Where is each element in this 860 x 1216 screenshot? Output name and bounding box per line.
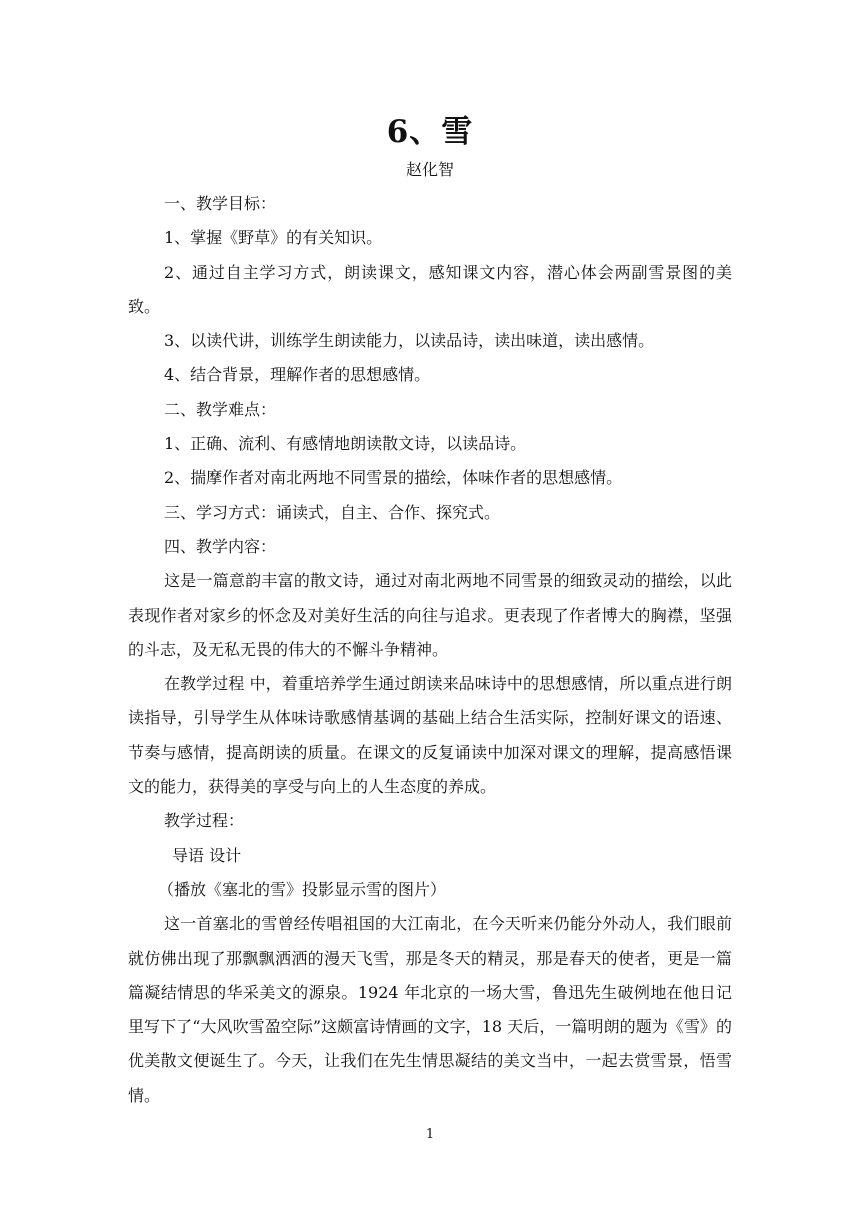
objective-2: 2、通过自主学习方式，朗读课文，感知课文内容，潜心体会两副雪景图的美致。 <box>128 262 732 316</box>
introduction-paragraph: 这一首塞北的雪曾经传唱祖国的大江南北，在今天听来仍能分外动人，我们眼前就仿佛出现了那飘飘洒洒的漫天飞雪，那是冬天的精灵，那是春天的使者，更是一篇篇凝结情思的华采美文的源泉。1924 年北京的一场大雪，鲁迅先生破例地在他日记里写下了“大风吹雪盈空际”这颇富诗情画的文字，18 天后，一篇明朗的题为《雪》的优美散文便诞生了。今天，让我们在先生情思凝结的美文当中，一起去赏雪景，悟雪情。 <box>128 914 732 1105</box>
section-heading-content: 四、教学内容： <box>164 536 277 556</box>
stage-note: （播放《塞北的雪》投影显示雪的图片） <box>158 879 447 899</box>
objective-3: 3、以读代讲，训练学生朗读能力，以读品诗，读出味道，读出感情。 <box>164 331 655 351</box>
subheading-introduction-design: 导语 设计 <box>172 845 242 865</box>
objective-1: 1、掌握《野草》的有关知识。 <box>164 228 383 248</box>
page-number: 1 <box>425 1127 435 1142</box>
difficulty-1: 1、正确、流利、有感情地朗读散文诗，以读品诗。 <box>164 434 527 454</box>
content-paragraph-2: 在教学过程 中，着重培养学生通过朗读来品味诗中的思想感情，所以重点进行朗读指导，引导学生从体味诗歌感情基调的基础上结合生活实际，控制好课文的语速、节奏与感情，提高朗读的质量。在课文的反复诵读中加深对课文的理解，提高感悟课文的能力，获得美的享受与向上的人生态度的养成。 <box>128 674 732 797</box>
document-body <box>128 187 732 1113</box>
section-heading-teaching-process: 教学过程： <box>164 811 245 831</box>
section-heading-learning-method: 三、学习方式：诵读式，自主、合作、探究式。 <box>164 502 501 522</box>
section-heading-difficulties: 二、教学难点： <box>164 399 277 419</box>
objective-4: 4、结合背景，理解作者的思想感情。 <box>164 365 431 385</box>
content-paragraph-1: 这是一篇意韵丰富的散文诗，通过对南北两地不同雪景的细致灵动的描绘，以此表现作者对家乡的怀念及对美好生活的向往与追求。更表现了作者博大的胸襟，坚强的斗志，及无私无畏的伟大的不懈斗争精神。 <box>128 571 732 659</box>
document-title: 6、雪 <box>386 114 474 150</box>
difficulty-2: 2、揣摩作者对南北两地不同雪景的描绘，体味作者的思想感情。 <box>164 468 623 488</box>
author-name: 赵化智 <box>405 160 454 179</box>
section-heading-objectives: 一、教学目标： <box>164 194 277 213</box>
